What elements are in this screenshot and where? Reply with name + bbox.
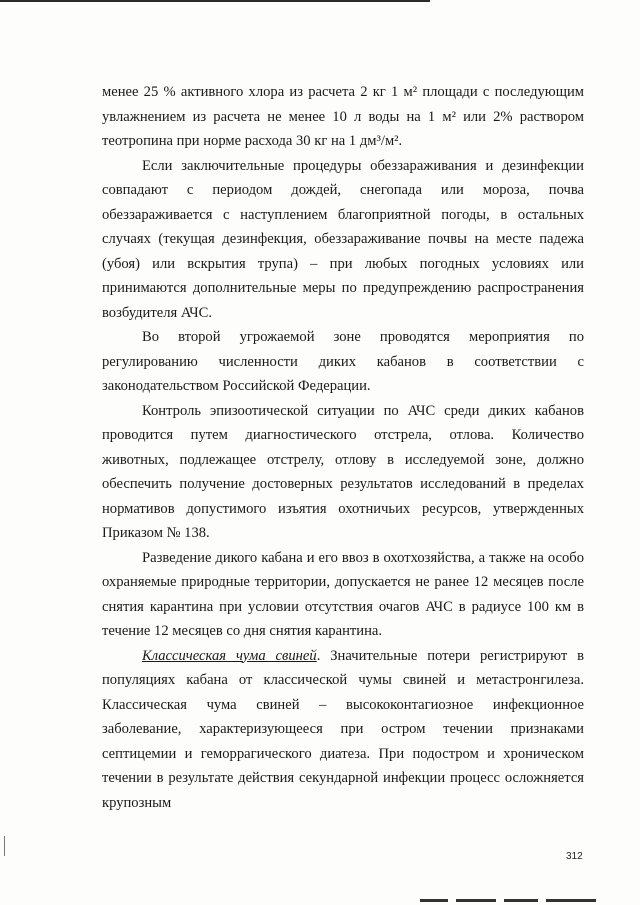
text-line: Контроль эпизоотической ситуации по АЧС среди диких кабанов (142, 402, 584, 419)
scan-edge-mark (504, 899, 538, 902)
text-line: получение достоверных результатов исследований в пределах нормативов (102, 476, 584, 517)
text-line: допустимого изъятия охотничьих ресурсов, утвержденных Приказом № 138. (102, 500, 584, 541)
text-line: (убоя) или вскрытия трупа) – при любых погодных условиях или (102, 255, 584, 272)
paragraph-monitoring (102, 399, 584, 546)
text-line: Если заключительные процедуры обеззараживания и дезинфекции (142, 157, 584, 174)
text-line: проводится путем диагностического отстрела, отлова. Количество животных, (102, 427, 584, 468)
text-line: результате действия секундарной инфекции процесс осложняется крупозным (102, 770, 585, 811)
paragraph-second-zone (102, 325, 584, 399)
text-line: подлежащее отстрелу, отлову в исследуемой зоне, должно обеспечить (102, 451, 584, 492)
text-line: Разведение дикого кабана и его ввоз в охотхозяйства, а также на особо (142, 549, 584, 566)
scan-edge-mark (420, 899, 448, 902)
paragraph-classical-swine-fever (102, 644, 584, 816)
text-line: увлажнением из расчета не менее 10 л воды на 1 м² или 2% раствором (102, 108, 584, 125)
page-number: 312 (566, 851, 583, 862)
text-line: Во второй угрожаемой зоне проводятся мероприятия по (142, 329, 584, 345)
text-line: менее 25 % активного хлора из расчета 2 кг 1 м² площади с последующим (102, 84, 584, 100)
text-line: регулированию численности диких кабанов в соответствии с (102, 353, 584, 370)
scan-edge-mark (546, 899, 596, 902)
top-scan-rule (0, 0, 430, 2)
text-line: возбудителя АЧС. (102, 304, 213, 321)
text-line: законодательством Российской Федерации. (102, 378, 371, 394)
paragraph-breeding (102, 546, 584, 644)
text-line: Классическая чума свиней – высококонтагиозное инфекционное заболевание, (102, 696, 584, 737)
scan-edge-mark (456, 899, 496, 902)
paragraph-weather-conditions (102, 154, 584, 326)
text-line: принимаются дополнительные меры по предупреждению распространения (102, 280, 584, 296)
text-line: теотропина при норме расхода 30 кг на 1 дм³/м². (102, 133, 403, 149)
section-heading: Классическая чума свиней (142, 647, 317, 664)
text-line: случаях (текущая дезинфекция, обеззараживание почвы на месте падежа (102, 231, 584, 247)
paragraph-disinfection (102, 80, 584, 154)
text-line: обеззараживается с наступлением благоприятной погоды, в остальных (102, 206, 584, 223)
text-line: популяциях кабана от классической чумы свиней и метастронгилеза. (102, 672, 584, 688)
text-line: совпадают с периодом дождей, снегопада или мороза, почва (102, 182, 584, 198)
text-line: снятия карантина при условии отсутствия очагов АЧС в радиусе 100 км в (102, 598, 584, 615)
body-text (102, 80, 584, 815)
text-line: охраняемые природные территории, допускается не ранее 12 месяцев после (102, 574, 584, 590)
scan-margin-mark (4, 836, 5, 856)
text-line: геморрагического диатеза. При подостром и хроническом течении в (102, 745, 584, 786)
text-line: течение 12 месяцев со дня снятия карантина. (102, 623, 383, 639)
text-line: характеризующееся при остром течении признаками септицемии и (102, 721, 584, 762)
text-line: . Значительные потери регистрируют в (316, 647, 584, 664)
